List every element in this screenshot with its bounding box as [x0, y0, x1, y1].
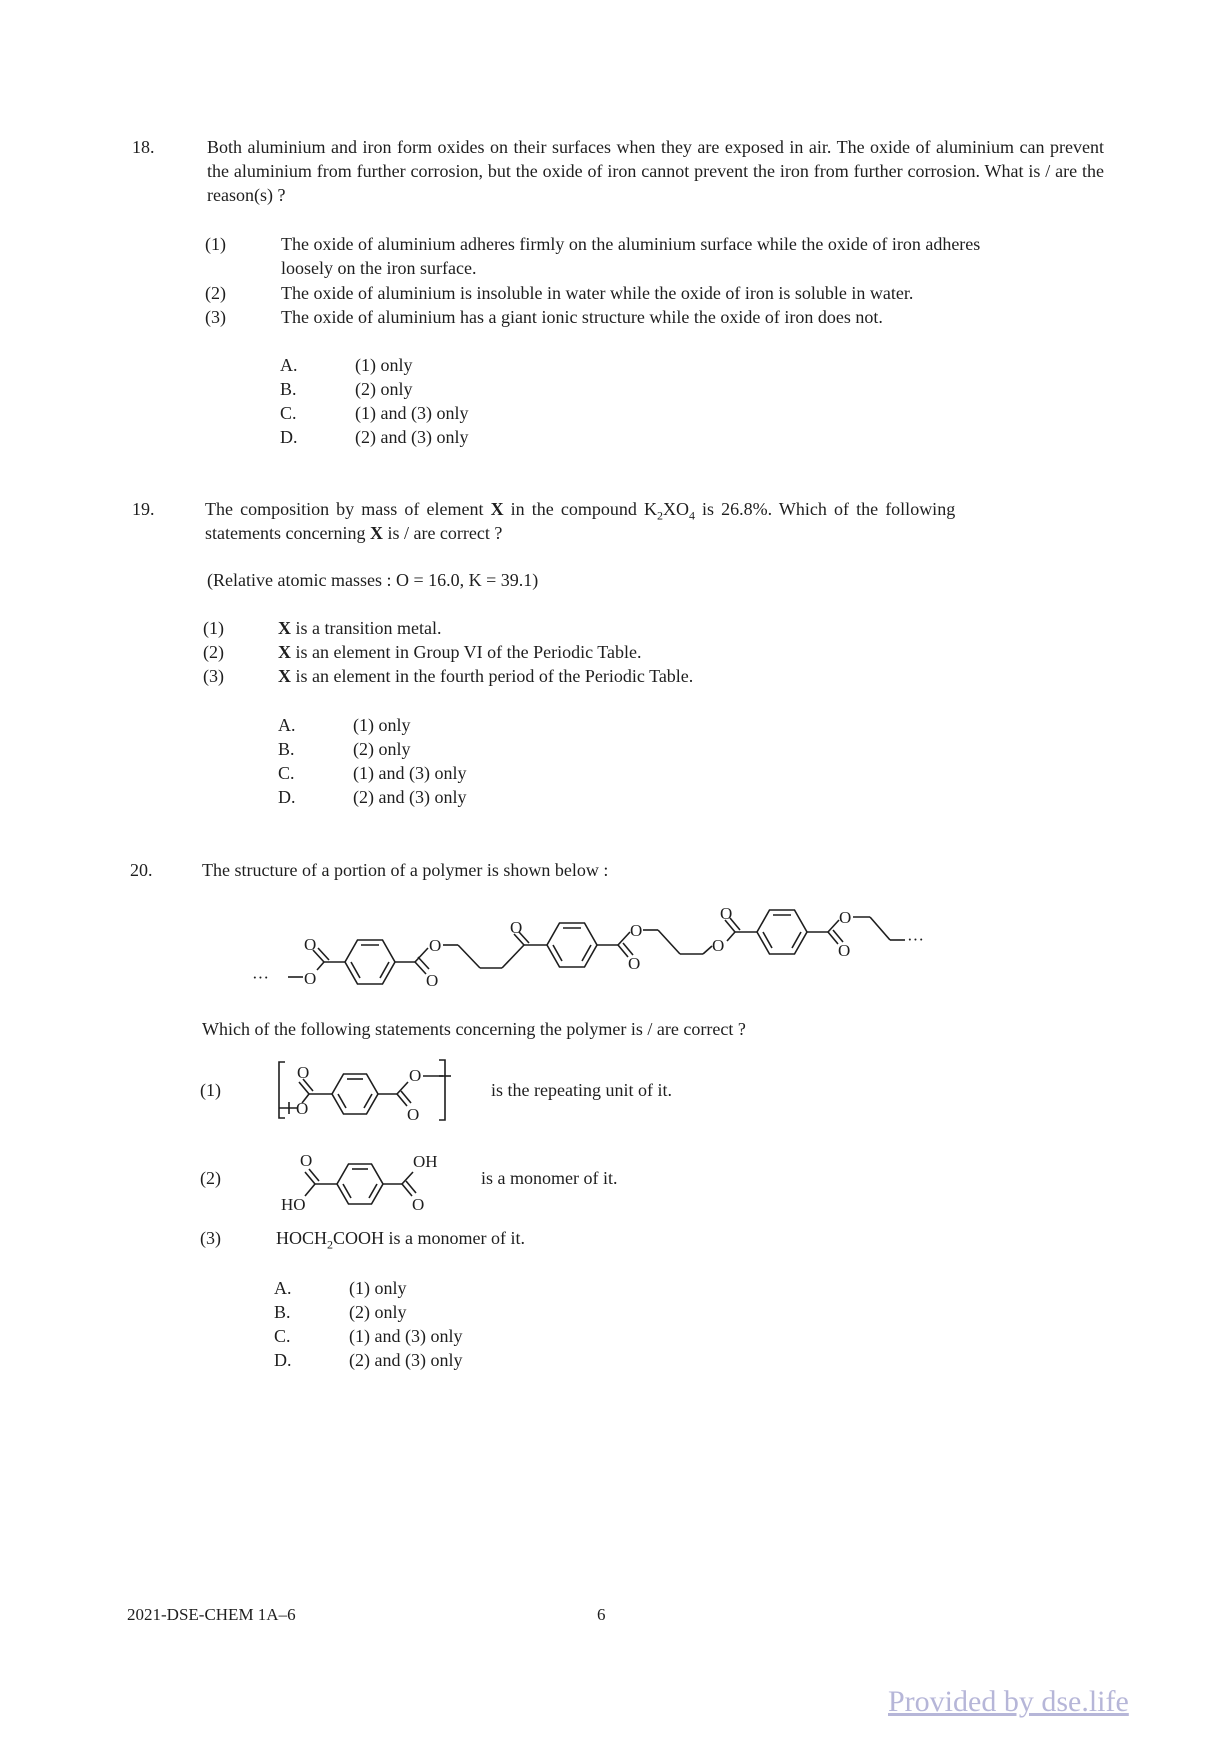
option-letter: B. — [274, 1302, 291, 1322]
oxygen-atom: O — [720, 908, 733, 923]
option-text: (1) only — [353, 715, 411, 735]
option-letter: A. — [280, 355, 298, 375]
question-number: 18. — [132, 137, 155, 157]
statement-text: loosely on the iron surface. — [281, 258, 477, 278]
statement-text: The oxide of aluminium is insoluble in water while the oxide of iron is soluble in water. — [281, 283, 914, 303]
option-letter: B. — [278, 739, 295, 759]
statement-text: X is a transition metal. — [278, 618, 442, 638]
option-text: (1) and (3) only — [349, 1326, 463, 1346]
monomer-structure — [275, 1144, 475, 1212]
oxygen-atom: O — [429, 936, 442, 955]
question-stem-line: statements concerning X is / are correct ? — [205, 523, 503, 543]
oxygen-atom: O — [304, 969, 317, 988]
option-letter: C. — [278, 763, 295, 783]
statement-text: is a monomer of it. — [481, 1168, 618, 1188]
option-text: (1) only — [355, 355, 413, 375]
statement-text: The oxide of aluminium adheres firmly on the aluminium surface while the oxide of iron adheres — [281, 234, 981, 254]
statement-label: (3) — [205, 307, 226, 327]
option-letter: A. — [278, 715, 296, 735]
oxygen-atom: O — [630, 921, 643, 940]
oxygen-atom: O — [297, 1063, 310, 1082]
statement-text: The oxide of aluminium has a giant ionic structure while the oxide of iron does not. — [281, 307, 883, 327]
option-text: (2) and (3) only — [353, 787, 467, 807]
question-stem: Both aluminium and iron form oxides on their surfaces when they are exposed in air. The oxide of aluminium can prevent the aluminium from further corrosion, but the oxide of iron cannot prevent the iron from further corrosion. What is / are the reason(s) ? — [207, 137, 1104, 205]
oxygen-atom: O — [839, 908, 852, 927]
option-text: (2) only — [355, 379, 413, 399]
option-text: (2) and (3) only — [349, 1350, 463, 1370]
statement-label: (3) — [200, 1228, 221, 1248]
statement-label: (1) — [203, 618, 224, 638]
question-number: 19. — [132, 499, 155, 519]
option-letter: D. — [278, 787, 296, 807]
statement-label: (1) — [205, 234, 226, 254]
statement-text: $HOCH_2COOH$ is a monomer of it. — [276, 1228, 525, 1252]
option-text: (1) only — [349, 1278, 407, 1298]
hydroxyl-group: OH — [413, 1152, 438, 1171]
question-stem: The structure of a portion of a polymer is shown below : — [202, 860, 609, 880]
option-letter: C. — [274, 1326, 291, 1346]
polymer-structure-diagram — [250, 908, 990, 998]
statement-label: (2) — [205, 283, 226, 303]
paper-code: 2021-DSE-CHEM 1A–6 — [127, 1605, 296, 1624]
statement-text: X is an element in Group VI of the Periodic Table. — [278, 642, 642, 662]
page-number: 6 — [597, 1605, 606, 1624]
question-stem: The composition by mass of element X in the compound $K_2XO_4$ is 26.8%. Which of the following — [205, 499, 956, 523]
option-letter: C. — [280, 403, 297, 423]
option-text: (2) and (3) only — [355, 427, 469, 447]
option-text: (1) and (3) only — [353, 763, 467, 783]
option-letter: A. — [274, 1278, 292, 1298]
repeating-unit-structure — [275, 1056, 485, 1124]
option-text: (2) only — [349, 1302, 407, 1322]
statement-text: is the repeating unit of it. — [491, 1080, 672, 1100]
option-letter: D. — [280, 427, 298, 447]
oxygen-atom: O — [304, 935, 317, 954]
statement-text: X is an element in the fourth period of the Periodic Table. — [278, 666, 694, 686]
question-number: 20. — [130, 860, 153, 880]
relative-atomic-masses: (Relative atomic masses : O = 16.0, K = 39.1) — [207, 570, 539, 590]
hydroxyl-group: HO — [281, 1195, 306, 1212]
option-letter: B. — [280, 379, 297, 399]
statement-label: (1) — [200, 1080, 221, 1100]
question-prompt: Which of the following statements concerning the polymer is / are correct ? — [202, 1019, 746, 1039]
option-text: (2) only — [353, 739, 411, 759]
statement-label: (2) — [203, 642, 224, 662]
oxygen-atom: O — [296, 1099, 309, 1118]
oxygen-atom: O — [628, 954, 641, 973]
statement-label: (2) — [200, 1168, 221, 1188]
oxygen-atom: O — [712, 936, 725, 955]
oxygen-atom: O — [510, 918, 523, 937]
watermark-link[interactable]: Provided by dse.life — [888, 1685, 1129, 1718]
oxygen-atom: O — [409, 1066, 422, 1085]
oxygen-atom: O — [412, 1195, 425, 1212]
oxygen-atom: O — [300, 1151, 313, 1170]
statement-label: (3) — [203, 666, 224, 686]
oxygen-atom: O — [407, 1105, 420, 1124]
oxygen-atom: O — [426, 971, 439, 990]
polymer-ellipsis: ··· — [907, 930, 924, 949]
polymer-ellipsis: ··· — [252, 968, 269, 987]
option-text: (1) and (3) only — [355, 403, 469, 423]
oxygen-atom: O — [838, 941, 851, 960]
option-letter: D. — [274, 1350, 292, 1370]
